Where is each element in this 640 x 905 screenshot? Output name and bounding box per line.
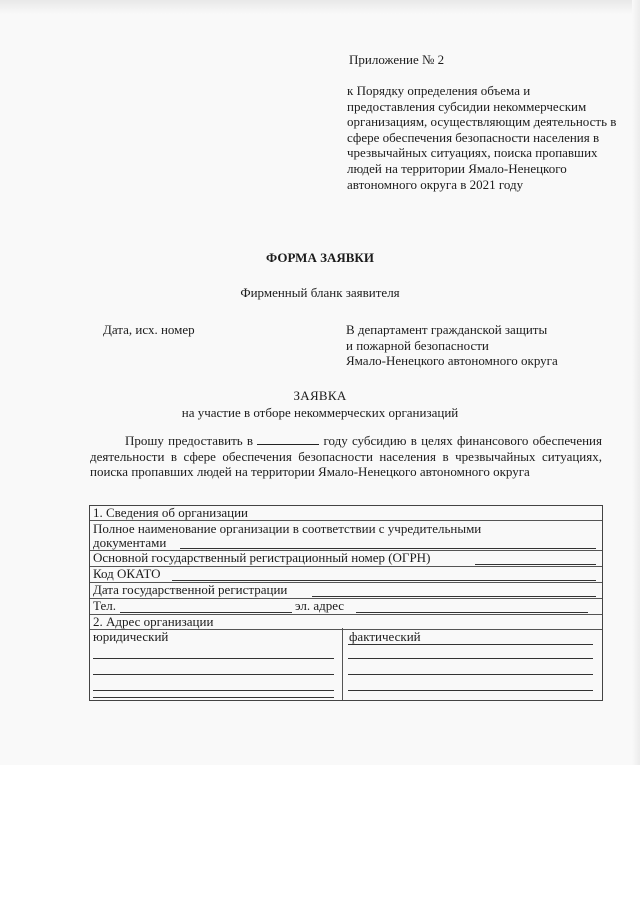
year-blank-field[interactable] xyxy=(257,434,319,445)
legal-address-field-2[interactable] xyxy=(93,674,334,675)
date-number-label: Дата, исх. номер xyxy=(103,322,195,337)
body-part-1: Прошу предоставить в xyxy=(125,433,254,448)
body-part-2: году субсидию в целях финансового обеспечения деятельности в сфере обеспечения безопасности населения в чрезвычайных ситуациях, поиска пропавших людей на территории Ямало-Ненецкого автономного округа xyxy=(90,433,602,479)
phone-field[interactable] xyxy=(120,612,292,613)
address-column-divider xyxy=(342,628,343,700)
okato-label: Код ОКАТО xyxy=(93,566,161,581)
actual-address-field-1[interactable] xyxy=(348,644,593,645)
registration-date-label: Дата государственной регистрации xyxy=(93,582,288,597)
letterhead-label: Фирменный бланк заявителя xyxy=(240,285,400,300)
actual-address-field-2[interactable] xyxy=(348,658,593,659)
table-row xyxy=(90,506,602,521)
phone-label: Тел. xyxy=(93,598,116,613)
scan-shadow-top xyxy=(0,0,640,14)
legal-address-field-4[interactable] xyxy=(93,697,334,698)
legal-address-label: юридический xyxy=(93,629,169,644)
table-row xyxy=(90,567,602,583)
actual-address-label: фактический xyxy=(349,629,421,644)
application-subtitle: на участие в отборе некоммерческих организаций xyxy=(181,405,459,420)
scan-shadow-right xyxy=(632,0,640,765)
addressee-line-3: Ямало-Ненецкого автономного округа xyxy=(346,353,558,368)
actual-address-field-4[interactable] xyxy=(348,690,593,691)
table-row xyxy=(90,599,602,615)
section-1-heading: 1. Сведения об организации xyxy=(93,505,249,520)
form-title: ФОРМА ЗАЯВКИ xyxy=(266,250,374,265)
table-row xyxy=(90,583,602,599)
addressee xyxy=(346,322,558,369)
addressee-line-2: и пожарной безопасности xyxy=(346,337,489,353)
okato-field[interactable] xyxy=(172,580,596,581)
email-field[interactable] xyxy=(356,612,588,613)
application-body xyxy=(90,433,602,480)
table-row xyxy=(90,551,602,567)
legal-address-field-1[interactable] xyxy=(93,658,334,659)
appendix-text: к Порядку определения объема и предоставления субсидии некоммерческим организациям, осуществляющим деятельность в сфере обеспечения безопасности населения в чрезвычайных ситуациях, поиска пропавших людей на территории Ямало-Ненецкого автономного округа в 2021 году xyxy=(347,83,617,192)
appendix-title: Приложение № 2 xyxy=(349,52,445,67)
section-2-heading: 2. Адрес организации xyxy=(93,614,214,629)
actual-address-field-3[interactable] xyxy=(348,674,593,675)
application-title: ЗАЯВКА xyxy=(293,388,347,403)
table-row xyxy=(90,521,602,551)
addressee-line-1: В департамент гражданской защиты xyxy=(346,322,548,337)
ogrn-label: Основной государственный регистрационный номер (ОГРН) xyxy=(93,550,431,565)
email-label: эл. адрес xyxy=(295,598,345,613)
table-row xyxy=(90,615,602,630)
organization-info-table xyxy=(89,505,603,701)
ogrn-field[interactable] xyxy=(475,564,596,565)
address-row xyxy=(90,630,602,698)
registration-date-field[interactable] xyxy=(312,596,596,597)
legal-address-field-3[interactable] xyxy=(93,690,334,691)
full-name-label-cont: документами xyxy=(93,535,167,550)
full-name-label: Полное наименование организации в соответствии с учредительными xyxy=(93,521,482,536)
full-name-field[interactable] xyxy=(180,548,596,549)
